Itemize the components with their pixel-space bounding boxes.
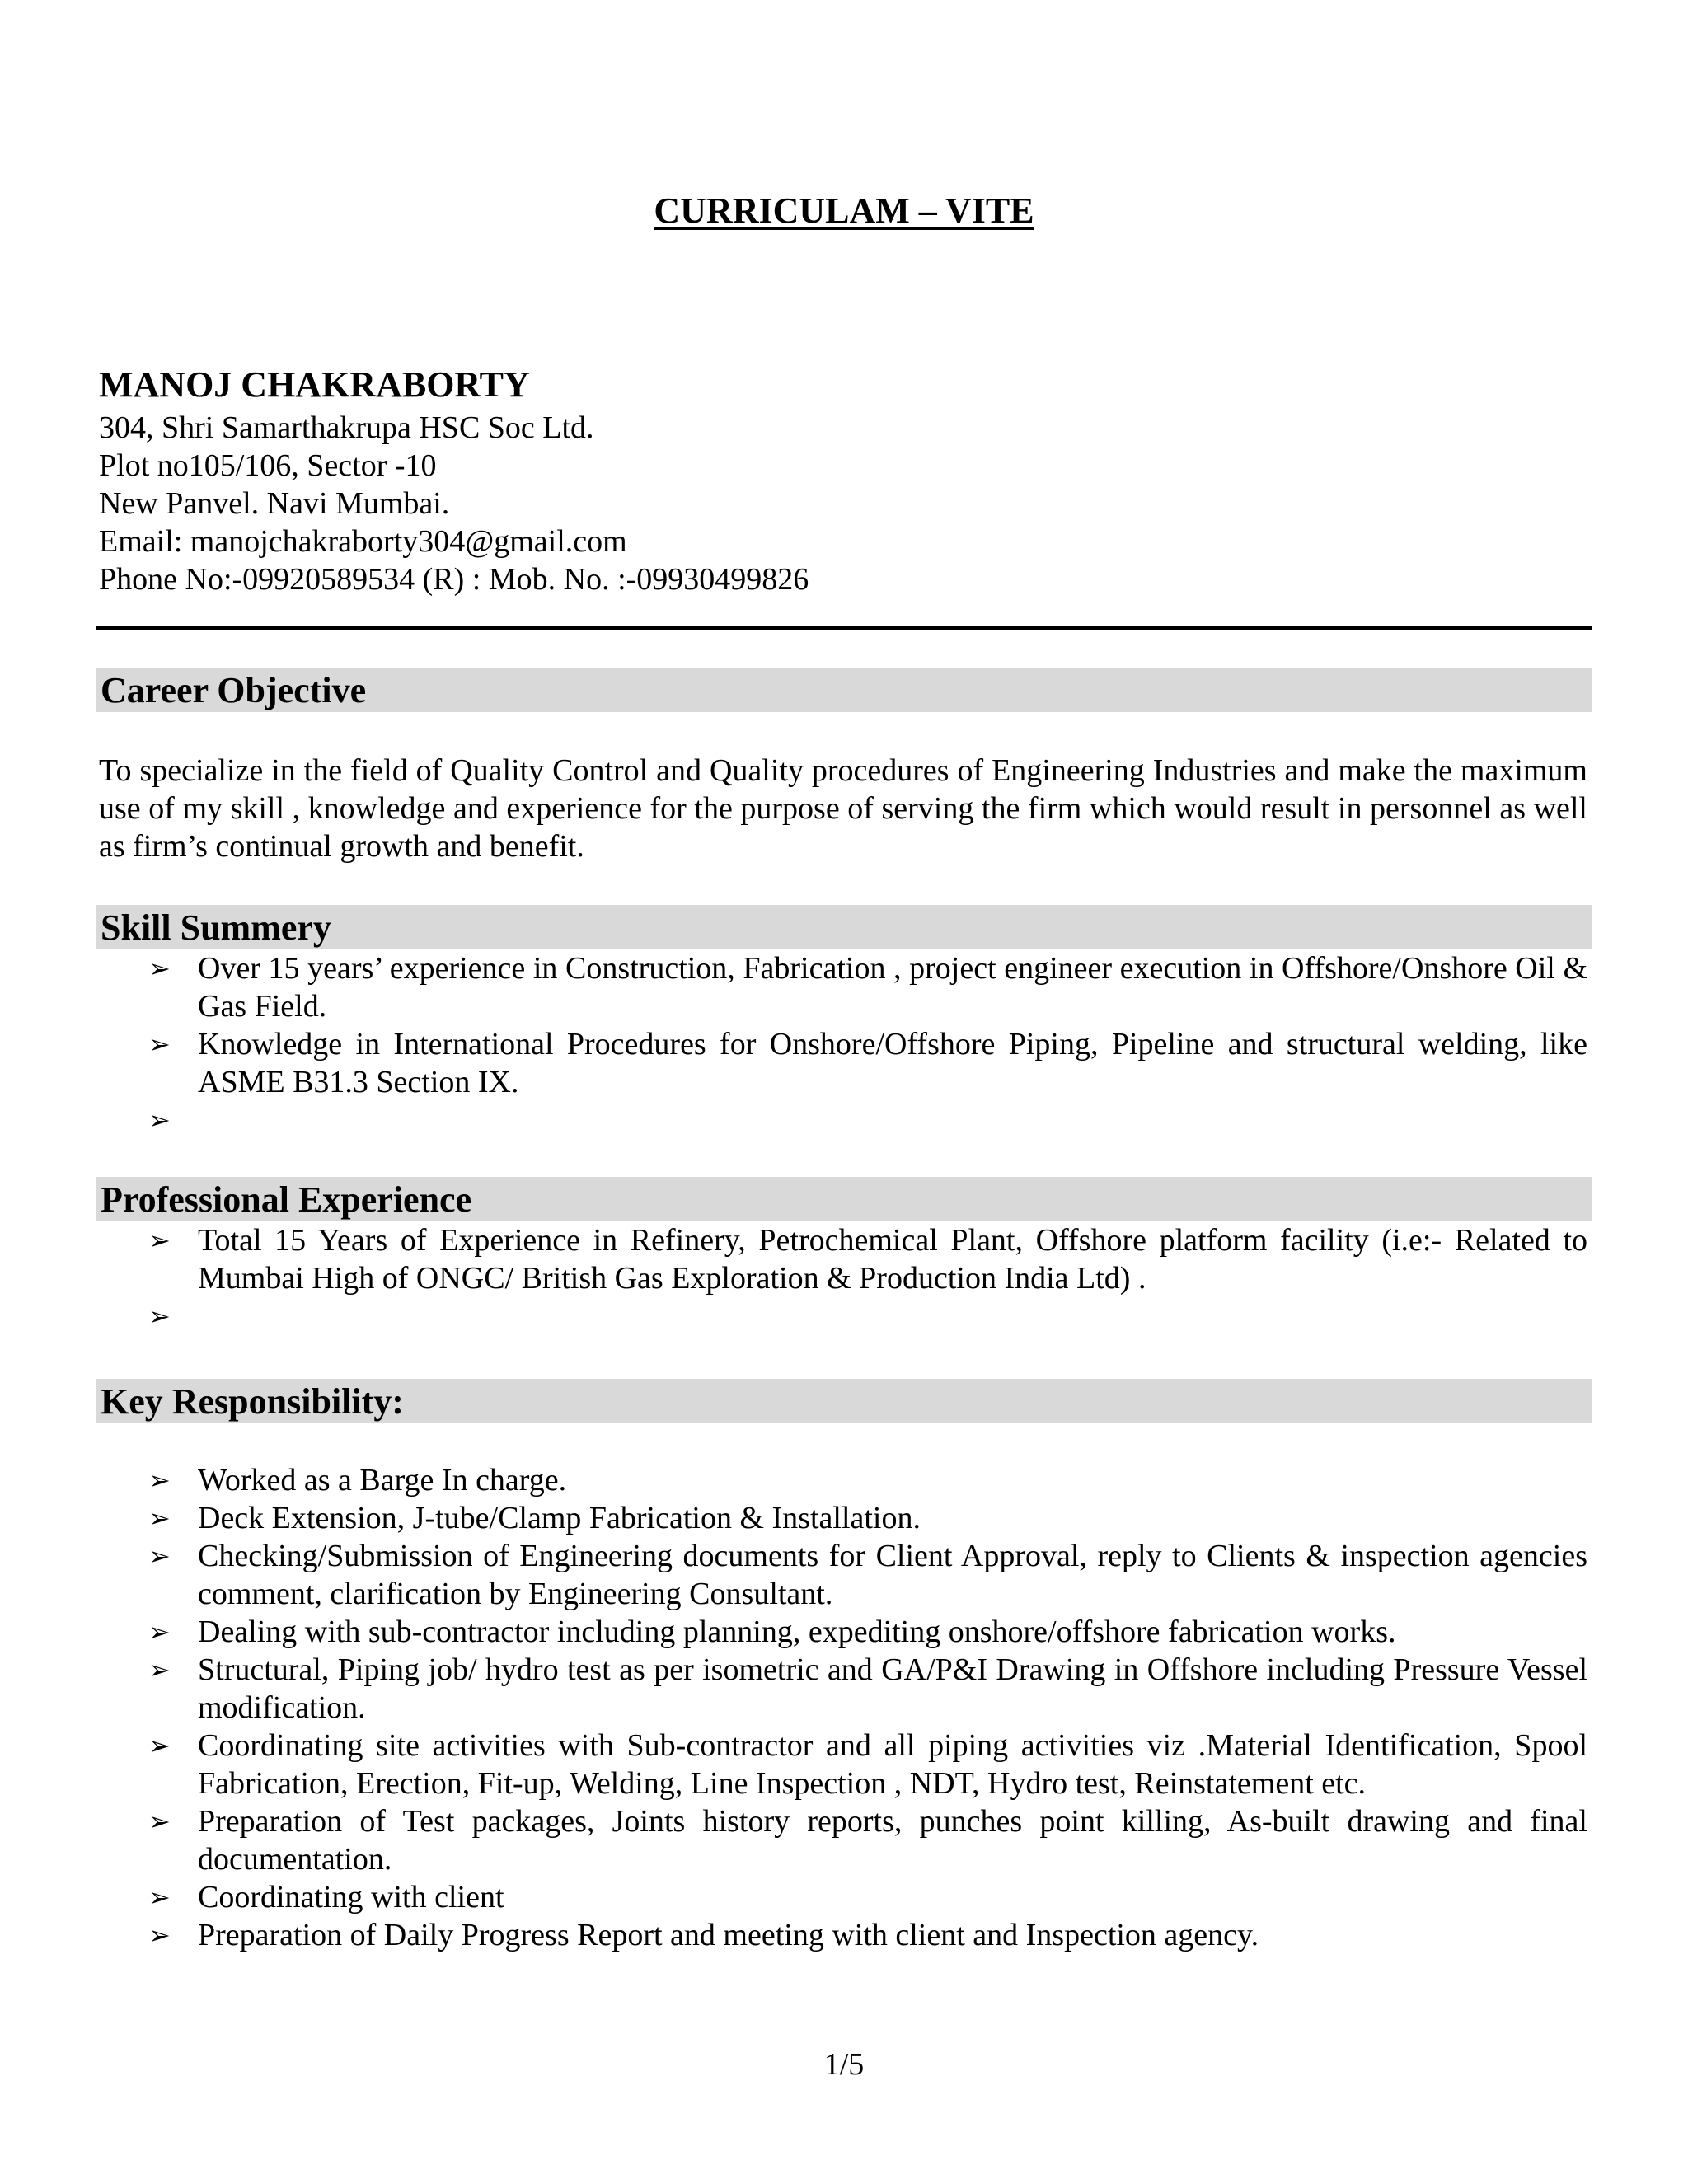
section-heading-skill-summary: Skill Summery	[96, 905, 1592, 949]
list-item-text: Knowledge in International Procedures for Onshore/Offshore Piping, Pipeline and structural welding, like ASME B31.3 Section IX.	[198, 1027, 1587, 1099]
arrowhead-bullet-icon: ➢	[148, 1029, 171, 1060]
skill-summary-list	[99, 949, 1587, 1139]
list-item	[99, 1651, 1587, 1727]
list-item-text: Structural, Piping job/ hydro test as per isometric and GA/P&I Drawing in Offshore including Pressure Vessel modification.	[198, 1652, 1587, 1725]
arrowhead-bullet-icon: ➢	[148, 1502, 171, 1534]
arrowhead-bullet-icon: ➢	[148, 1225, 171, 1256]
list-item-text: Total 15 Years of Experience in Refinery, Petrochemical Plant, Offshore platform facility (i.e:- Related to Mumbai High of ONGC/ British Gas Exploration & Production India Ltd) .	[198, 1223, 1587, 1296]
list-item	[99, 1101, 1587, 1139]
list-item-text: Coordinating with client	[198, 1880, 504, 1915]
arrowhead-bullet-icon: ➢	[148, 1104, 171, 1136]
page-number: 1/5	[823, 2047, 865, 2082]
professional-experience-list	[99, 1221, 1587, 1335]
list-item-text: Worked as a Barge In charge.	[198, 1463, 567, 1497]
list-item-text: Dealing with sub-contractor including planning, expediting onshore/offshore fabrication works.	[198, 1615, 1396, 1649]
section-heading-career-objective: Career Objective	[96, 668, 1592, 712]
list-item	[99, 1499, 1587, 1537]
list-item-text: Deck Extension, J-tube/Clamp Fabrication & Installation.	[198, 1501, 921, 1535]
list-item	[99, 1613, 1587, 1651]
list-item	[99, 1727, 1587, 1802]
arrowhead-bullet-icon: ➢	[148, 1882, 171, 1913]
address-line-3: New Panvel. Navi Mumbai.	[99, 486, 450, 521]
arrowhead-bullet-icon: ➢	[148, 1540, 171, 1572]
header-divider	[96, 626, 1592, 630]
arrowhead-bullet-icon: ➢	[148, 1654, 171, 1685]
arrowhead-bullet-icon: ➢	[148, 1465, 171, 1496]
section-heading-key-responsibility: Key Responsibility:	[96, 1379, 1592, 1423]
list-item	[99, 1025, 1587, 1101]
list-item-text: Preparation of Daily Progress Report and meeting with client and Inspection agency.	[198, 1918, 1259, 1952]
section-heading-professional-experience: Professional Experience	[96, 1177, 1592, 1221]
career-objective-text: To specialize in the field of Quality Control and Quality procedures of Engineering Industries and make the maximum use of my skill , knowledge and experience for the purpose of serving the firm which would result in personnel as well as firm’s continual growth and benefit.	[99, 753, 1587, 864]
candidate-name: MANOJ CHAKRABORTY	[99, 364, 530, 405]
list-item	[99, 1916, 1587, 1954]
email-line: Email: manojchakraborty304@gmail.com	[99, 524, 627, 559]
list-item-text: Coordinating site activities with Sub-contractor and all piping activities viz .Material Identification, Spool Fabrication, Erection, Fit-up, Welding, Line Inspection , NDT, Hydro test, Reinstatement etc.	[198, 1728, 1587, 1801]
list-item-text: Preparation of Test packages, Joints history reports, punches point killing, As-built drawing and final documentation.	[198, 1804, 1587, 1877]
arrowhead-bullet-icon: ➢	[148, 1301, 171, 1332]
arrowhead-bullet-icon: ➢	[148, 1919, 171, 1951]
phone-line: Phone No:-09920589534 (R) : Mob. No. :-09930499826	[99, 562, 809, 597]
contact-block	[99, 409, 809, 598]
list-item	[99, 1878, 1587, 1916]
arrowhead-bullet-icon: ➢	[148, 953, 171, 984]
list-item	[99, 1221, 1587, 1297]
address-line-2: Plot no105/106, Sector -10	[99, 448, 437, 483]
list-item	[99, 1461, 1587, 1499]
arrowhead-bullet-icon: ➢	[148, 1806, 171, 1837]
list-item	[99, 1802, 1587, 1878]
list-item	[99, 1297, 1587, 1335]
arrowhead-bullet-icon: ➢	[148, 1730, 171, 1761]
key-responsibility-list	[99, 1461, 1587, 1954]
address-line-1: 304, Shri Samarthakrupa HSC Soc Ltd.	[99, 410, 594, 445]
list-item	[99, 1537, 1587, 1613]
document-title: CURRICULAM – VITE	[654, 190, 1034, 231]
list-item	[99, 949, 1587, 1025]
arrowhead-bullet-icon: ➢	[148, 1616, 171, 1647]
list-item-text: Over 15 years’ experience in Construction, Fabrication , project engineer execution in Offshore/Onshore Oil & Gas Field.	[198, 951, 1587, 1024]
list-item-text: Checking/Submission of Engineering documents for Client Approval, reply to Clients & inspection agencies comment, clarification by Engineering Consultant.	[198, 1539, 1587, 1611]
